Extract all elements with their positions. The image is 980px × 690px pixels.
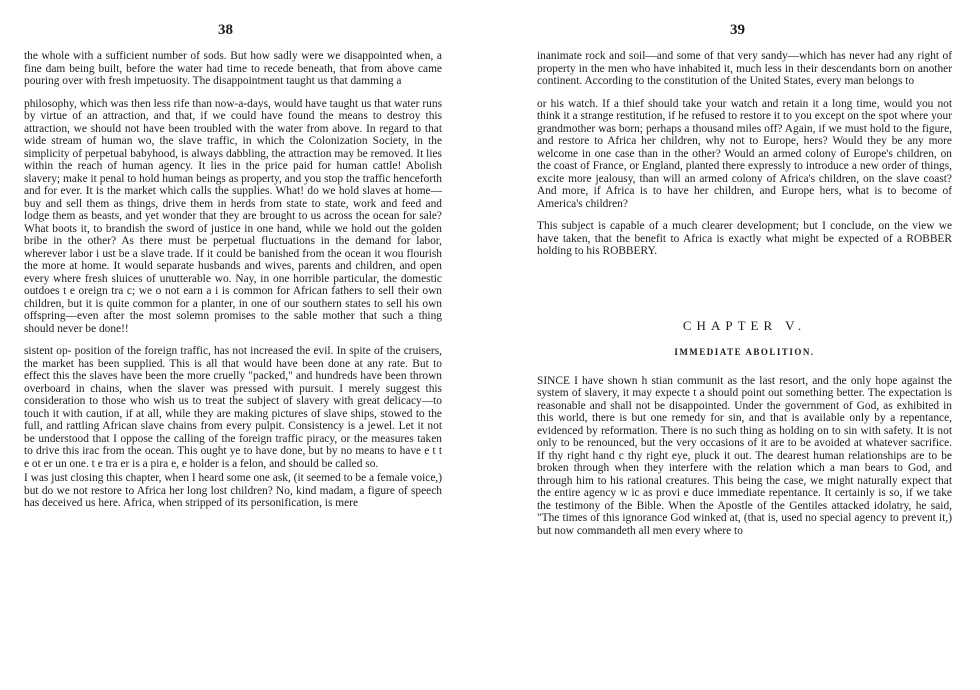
chapter-title: CHAPTER V. bbox=[682, 317, 807, 333]
right-page-text bbox=[537, 50, 952, 547]
paragraph: I was just closing this chapter, when I heard some one ask, (it seemed to be a female voice,) but do we not restore to Africa her long lost children? No, kind madam, a figure of speech has deceived us here. Africa, when stripped of its personification, is mere bbox=[24, 472, 443, 509]
page-number-right: 39 bbox=[730, 22, 745, 38]
paragraph: or his watch. If a thief should take your watch and retain it a long time, would you not think it a strange restitution, if he refused to restore it to you except on the spot where your grandmother was born; perhaps a thousand miles off? Again, if we must hold to the figure, and restore to Africa her children, why not to Europe, hers? Would they be any more welcome in one case than in the other? Would an armed colony of Europe's children, on the coast of France, or England, planted there expressly to introduce a new order of things, excite more jealousy, than will an armed colony of Africa's children, on the slave coast? And more, if Africa is to have her children, and Europe hers, what is to become of America's children? bbox=[537, 97, 952, 210]
right-page bbox=[490, 0, 980, 690]
paragraph: sistent op- position of the foreign traffic, has not increased the evil. In spite of the cruisers, the market has been supplied. This is all that would have been done at any rate. But to effect this the slaves have been the more cruelly "packed," and hundreds have been thrown overboard in chains, when the slaver was pressed with pursuit. I merely suggest this consideration to those who wish us to treat the subject of slavery with great delicacy—to touch it with caution, if at all, while they are making pictures of slave ships, stowed to the full, and rattling African slave chains from every pulpit. Consistency is a jewel. Let it not be understood that I oppose the calling of the foreign traffic piracy, or the measures taken to drive this irac from the ocean. This ought ye to have done, but by no means to have e t t e ot er un one. t e tra er is a pira e, e holder is a felon, and should be called so. bbox=[24, 345, 442, 470]
chapter-subtitle: IMMEDIATE ABOLITION. bbox=[674, 347, 815, 357]
left-page-text bbox=[24, 50, 442, 520]
paragraph: philosophy, which was then less rife than now-a-days, would have taught us that water runs by virtue of an attraction, and that, if we could have found the means to destroy this attraction, we should not have been troubled with the water from above. In regard to that wide stream of human wo, the slave traffic, in which the Colonization Society, in the simplicity of perpetual babyhood, is always dabbling, the attraction may be removed. It lies within the reach of human agency. It lies in the price paid for human cattle! Abolish slavery; make it penal to hold human beings as property, and you stop the traffic henceforth and for ever. It is the market which calls the supplies. What! do we hold slaves at home—buy and sell them as things, drive them in herds from state to state, work and feed and lodge them as beasts, and yet wonder that they are brought to us across the ocean for sale? What boots it, to brandish the sword of justice in one hand, while we hold out the golden bribe in the other? As there must be perpetual fluctuations in the demand for labor, wherever labor i ust be a slave trade. If it could be banished from the ocean it wou flourish the more at home. It would separate husbands and wives, parents and children, and open every where fresh sluices of unutterable wo. Nay, in one horrible particular, the domestic outdoes t e oreign tra c; we o not earn a i is common for African fathers to sell their own children, but it is quite common for a planter, in one of our southern states to sell his own offspring—even after the most solemn promises to the sable mother that such a thing should never be done!! bbox=[24, 97, 442, 335]
paragraph: inanimate rock and soil—and some of that very sandy—which has never had any right of property in the men who have inhabited it, much less in their descendants born on another continent. According to the constitution of the United States, every man belongs to bbox=[537, 50, 952, 87]
paragraph: the whole with a sufficient number of sods. But how sadly were we disappointed when, a fine dam being built, before the water had time to recede beneath, that from above came pouring over with fresh impetuosity. The disappointment taught us that damming a bbox=[24, 50, 442, 87]
page-number-left: 38 bbox=[218, 22, 233, 38]
paragraph: This subject is capable of a much clearer development; but I conclude, on the view we have taken, that the benefit to Africa is exactly what might be expected of a ROBBER holding to his ROBBERY. bbox=[537, 220, 952, 257]
paragraph: SINCE I have shown h stian communit as the last resort, and the only hope against the system of slavery, it may expecte t a should point out something better. The expectation is reasonable and shall not be disappointed. Under the government of God, as exhibited in this world, there is but one remedy for sin, and that is available only by a repentance, evidenced by reformation. There is no such thing as holding on to sin with safety. It is not only to be renounced, but the very occasions of it are to be avoided at whatever sacrifice. If thy right hand c thy right eye, pluck it out. The dearest human relationships are to be broken through when they interfere with the relation which a man bears to God, and through him to his rational creatures. This being the case, we might naturally expect that the entire agency w ic as provi e duce immediate repentance. It certainly is so, if we take the testimony of the Bible. When the Apostle of the Gentiles attacked idolatry, he said, "The times of this ignorance God winked at, (that is, used no special agency to prevent it,) but now commandeth all men every where to bbox=[537, 374, 952, 537]
